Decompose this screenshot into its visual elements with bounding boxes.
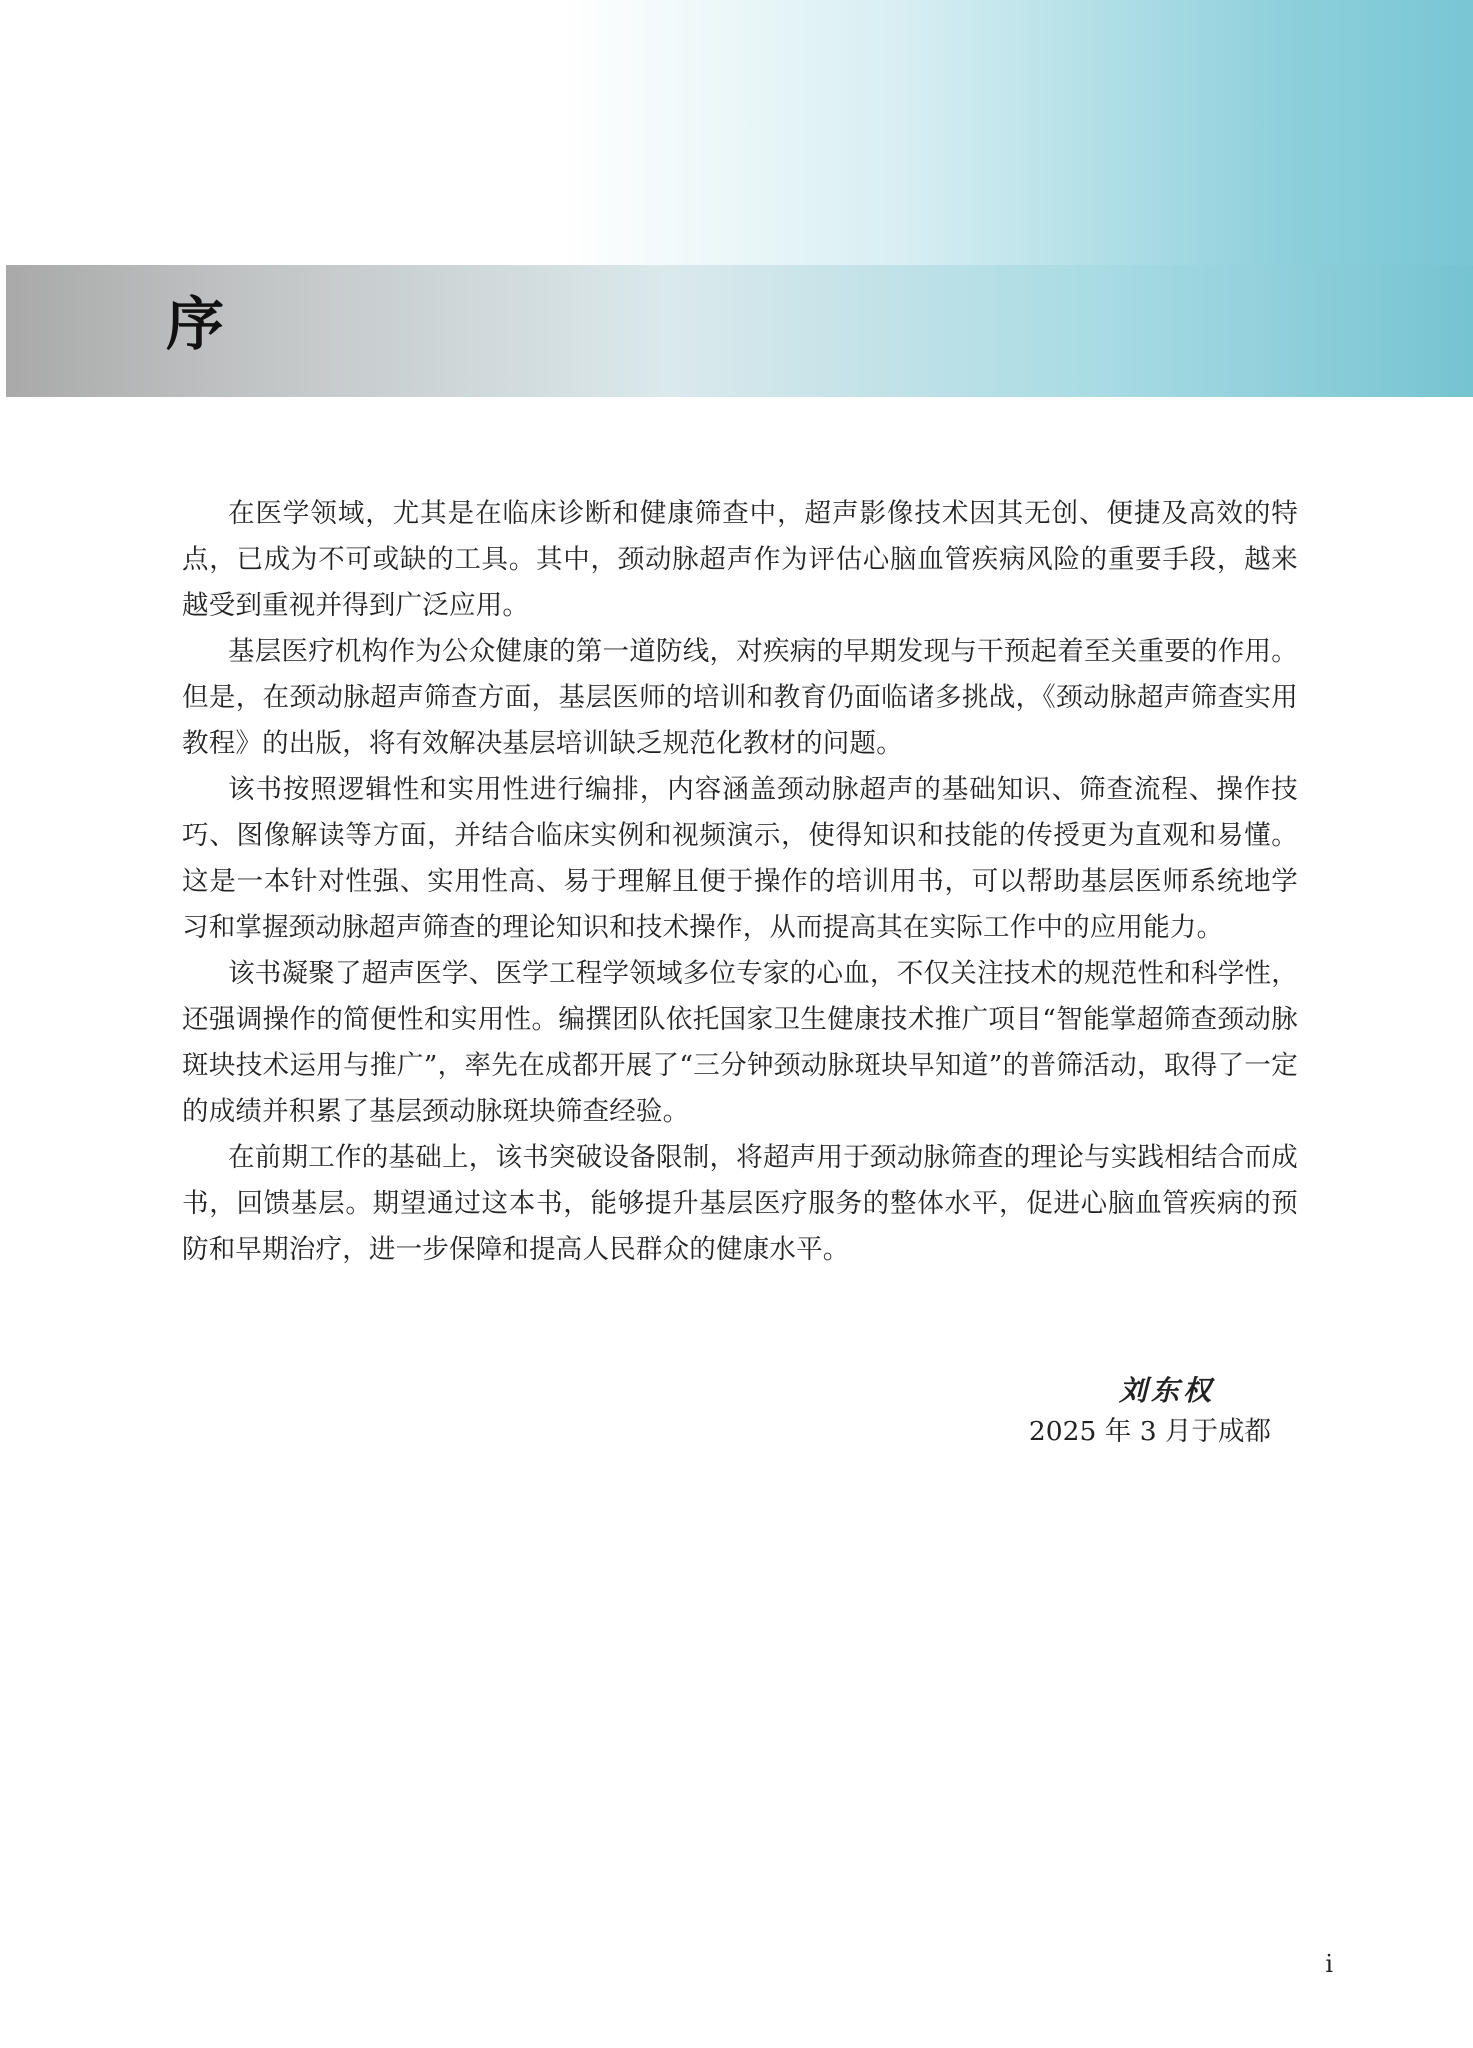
preface-body xyxy=(182,491,1298,1273)
author-signature: 刘东权 xyxy=(1118,1374,1215,1407)
header-gradient xyxy=(0,0,1473,265)
paragraph-1: 在医学领域，尤其是在临床诊断和健康筛查中，超声影像技术因其无创、便捷及高效的特点，已成为不可或缺的工具。其中，颈动脉超声作为评估心脑血管疾病风险的重要手段，越来越受到重视并得到广泛应用。 xyxy=(182,498,1298,621)
paragraph-5: 在前期工作的基础上，该书突破设备限制，将超声用于颈动脉筛查的理论与实践相结合而成书，回馈基层。期望通过这本书，能够提升基层医疗服务的整体水平，促进心脑血管疾病的预防和早期治疗，进一步保障和提高人民群众的健康水平。 xyxy=(182,1142,1298,1265)
paragraph-2: 基层医疗机构作为公众健康的第一道防线，对疾病的早期发现与干预起着至关重要的作用。但是，在颈动脉超声筛查方面，基层医师的培训和教育仍面临诸多挑战，《颈动脉超声筛查实用教程》的出版，将有效解决基层培训缺乏规范化教材的问题。 xyxy=(182,636,1298,759)
page-title: 序 xyxy=(166,290,225,358)
paragraph-3: 该书按照逻辑性和实用性进行编排，内容涵盖颈动脉超声的基础知识、筛查流程、操作技巧、图像解读等方面，并结合临床实例和视频演示，使得知识和技能的传授更为直观和易懂。这是一本针对性强、实用性高、易于理解且便于操作的培训用书，可以帮助基层医师系统地学习和掌握颈动脉超声筛查的理论知识和技术操作，从而提高其在实际工作中的应用能力。 xyxy=(182,774,1298,943)
signature-date: 2025 年 3 月于成都 xyxy=(1028,1416,1271,1447)
page-number: i xyxy=(1325,1950,1333,1978)
title-band xyxy=(6,265,1473,397)
paragraph-4: 该书凝聚了超声医学、医学工程学领域多位专家的心血，不仅关注技术的规范性和科学性，还强调操作的简便性和实用性。编撰团队依托国家卫生健康技术推广项目“智能掌超筛查颈动脉斑块技术运用与推广”，率先在成都开展了“三分钟颈动脉斑块早知道”的普筛活动，取得了一定的成绩并积累了基层颈动脉斑块筛查经验。 xyxy=(182,958,1298,1127)
